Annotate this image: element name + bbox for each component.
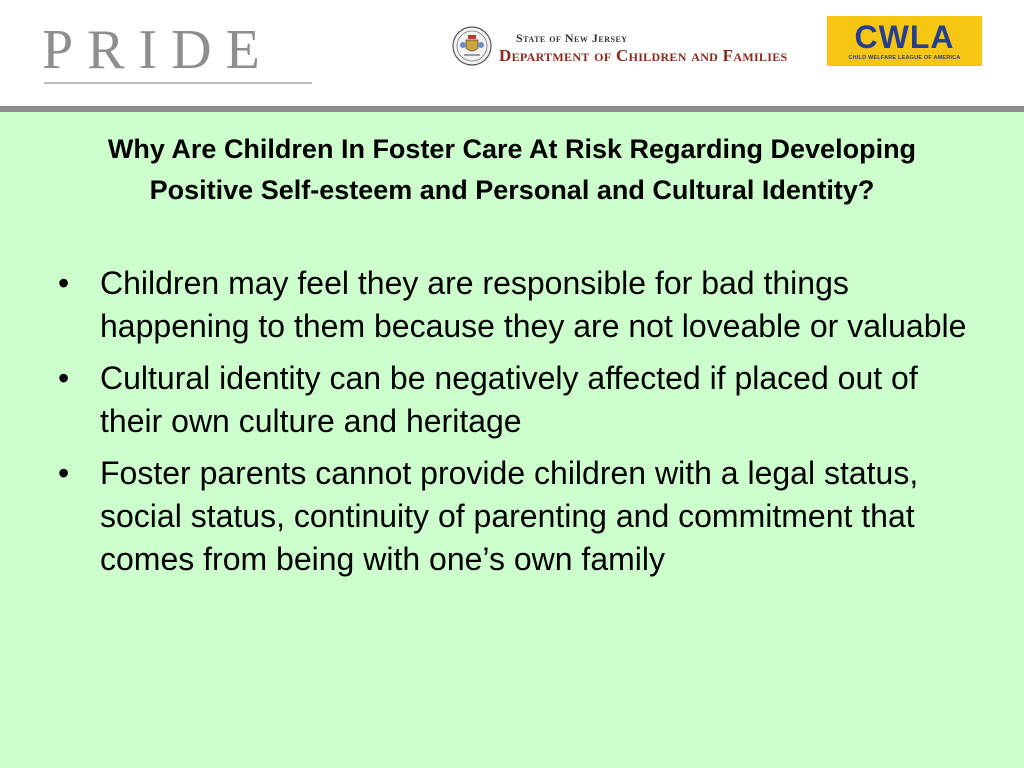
pride-logo-text: PRIDE [42,19,274,81]
slide-body [0,112,1024,768]
slide-header [0,0,1024,106]
bullet-icon: • [58,455,70,491]
cwla-logo-text: CWLA [854,19,955,55]
bullet-icon: • [58,265,70,301]
bullet-item [58,262,968,348]
bullet-icon: • [58,360,70,396]
bullet-list [58,262,968,590]
new-jersey-state-seal-icon [452,26,492,66]
bullet-text: Children may feel they are responsible for bad things happening to them because they are not loveable or valuable [100,265,967,344]
nj-state-line: State of New Jersey [516,31,628,45]
nj-department-line: Department of Children and Families [499,46,788,65]
bullet-item [58,357,968,443]
bullet-item [58,452,968,581]
cwla-logo-subtitle: CHILD WELFARE LEAGUE OF AMERICA [848,55,961,61]
bullet-text: Foster parents cannot provide children with a legal status, social status, continuity of parenting and commitment that comes from being with one’s own family [100,455,919,577]
pride-logo-underline [44,82,312,84]
cwla-logo [827,16,982,66]
slide-title: Why Are Children In Foster Care At Risk Regarding Developing Positive Self-esteem and Personal and Cultural Identity? [107,134,917,205]
pride-logo [42,20,314,86]
bullet-text: Cultural identity can be negatively affected if placed out of their own culture and heritage [100,360,918,439]
